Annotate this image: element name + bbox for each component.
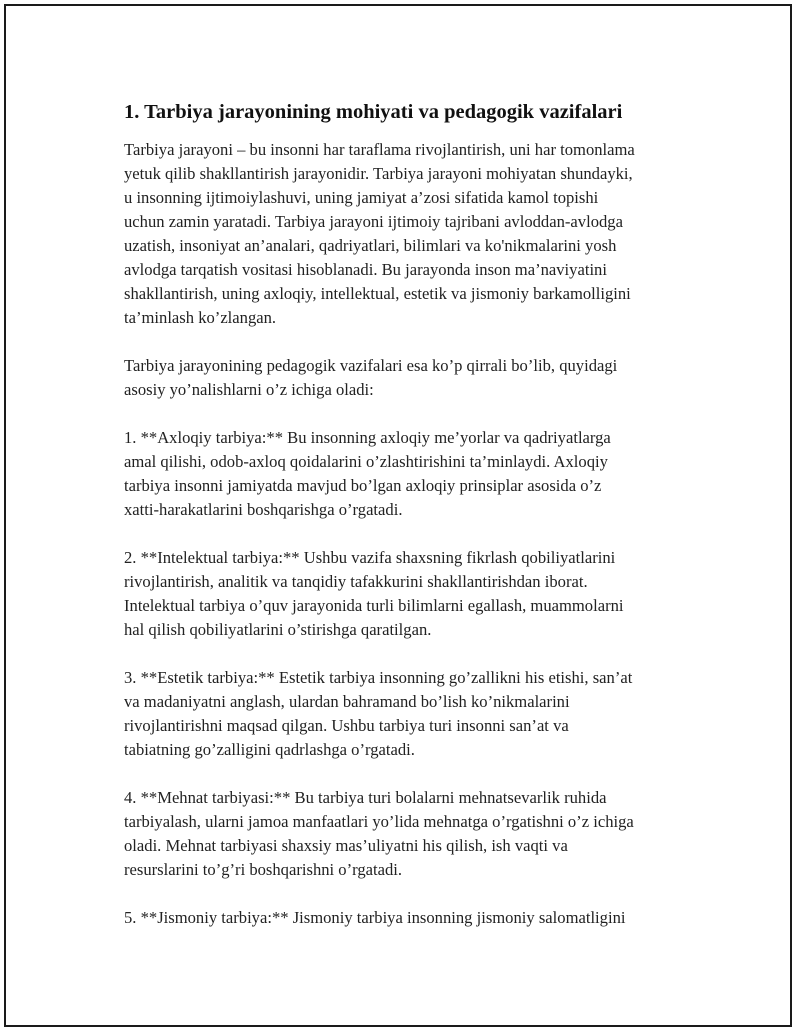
paragraph-moral-education [124, 426, 694, 522]
text-line: hal qilish qobiliyatlarini o’stirishga qaratilgan. [124, 620, 432, 639]
text-line: va madaniyatni anglash, ulardan bahramand bo’lish ko’nikmalarini [124, 692, 570, 711]
paragraph-physical-education [124, 906, 694, 930]
text-line: ta’minlash ko’zlangan. [124, 308, 277, 327]
text-line: yetuk qilib shakllantirish jarayonidir. Tarbiya jarayoni mohiyatan shundayki, [124, 164, 633, 183]
text-line: u insonning ijtimoiylashuvi, uning jamiyat a’zosi sifatida kamol topishi [124, 188, 599, 207]
text-line: 5. **Jismoniy tarbiya:** Jismoniy tarbiya insonning jismoniy salomatligini [124, 908, 626, 927]
text-line: xatti-harakatlarini boshqarishga o’rgatadi. [124, 500, 403, 519]
page-frame [4, 4, 792, 1027]
text-line: 1. **Axloqiy tarbiya:** Bu insonning axloqiy me’yorlar va qadriyatlarga [124, 428, 611, 447]
text-line: Intelektual tarbiya o’quv jarayonida turli bilimlarni egallash, muammolarni [124, 596, 624, 615]
text-line: tabiatning go’zalligini qadrlashga o’rgatadi. [124, 740, 415, 759]
text-line: shakllantirish, uning axloqiy, intellektual, estetik va jismoniy barkamolligini [124, 284, 631, 303]
section-heading: 1. Tarbiya jarayonining mohiyati va pedagogik vazifalari [124, 101, 623, 123]
text-line: 2. **Intelektual tarbiya:** Ushbu vazifa shaxsning fikrlash qobiliyatlarini [124, 548, 616, 567]
text-line: rivojlantirish, analitik va tanqidiy tafakkurini shakllantirishdan iborat. [124, 572, 588, 591]
paragraph-intro [124, 138, 694, 330]
paragraph-aesthetic-education [124, 666, 694, 762]
text-line: asosiy yo’nalishlarni o’z ichiga oladi: [124, 380, 374, 399]
text-line: 4. **Mehnat tarbiyasi:** Bu tarbiya turi bolalarni mehnatsevarlik ruhida [124, 788, 607, 807]
text-line: uzatish, insoniyat an’analari, qadriyatlari, bilimlari va ko'nikmalarini yosh [124, 236, 617, 255]
text-line: rivojlantirishni maqsad qilgan. Ushbu tarbiya turi insonni san’at va [124, 716, 569, 735]
text-line: amal qilishi, odob-axloq qoidalarini o’zlashtirishini ta’minlaydi. Axloqiy [124, 452, 608, 471]
text-line: tarbiya insonni jamiyatda mavjud bo’lgan axloqiy prinsiplar asosida o’z [124, 476, 602, 495]
text-line: tarbiyalash, ularni jamoa manfaatlari yo’lida mehnatga o’rgatishni o’z ichiga [124, 812, 634, 831]
text-line: 3. **Estetik tarbiya:** Estetik tarbiya insonning go’zallikni his etishi, san’at [124, 668, 633, 687]
paragraph-labor-education [124, 786, 694, 882]
text-line: resurslarini to’g’ri boshqarishni o’rgatadi. [124, 860, 403, 879]
text-line: avlodga tarqatish vositasi hisoblanadi. Bu jarayonda inson ma’naviyatini [124, 260, 607, 279]
text-line: Tarbiya jarayonining pedagogik vazifalari esa ko’p qirrali bo’lib, quyidagi [124, 356, 618, 375]
document-body [124, 98, 694, 954]
paragraph-intellectual-education [124, 546, 694, 642]
paragraph-tasks-intro [124, 354, 694, 402]
text-line: oladi. Mehnat tarbiyasi shaxsiy mas’uliyatni his qilish, ish vaqti va [124, 836, 568, 855]
text-line: uchun zamin yaratadi. Tarbiya jarayoni ijtimoiy tajribani avloddan-avlodga [124, 212, 623, 231]
text-line: Tarbiya jarayoni – bu insonni har taraflama rivojlantirish, uni har tomonlama [124, 140, 635, 159]
